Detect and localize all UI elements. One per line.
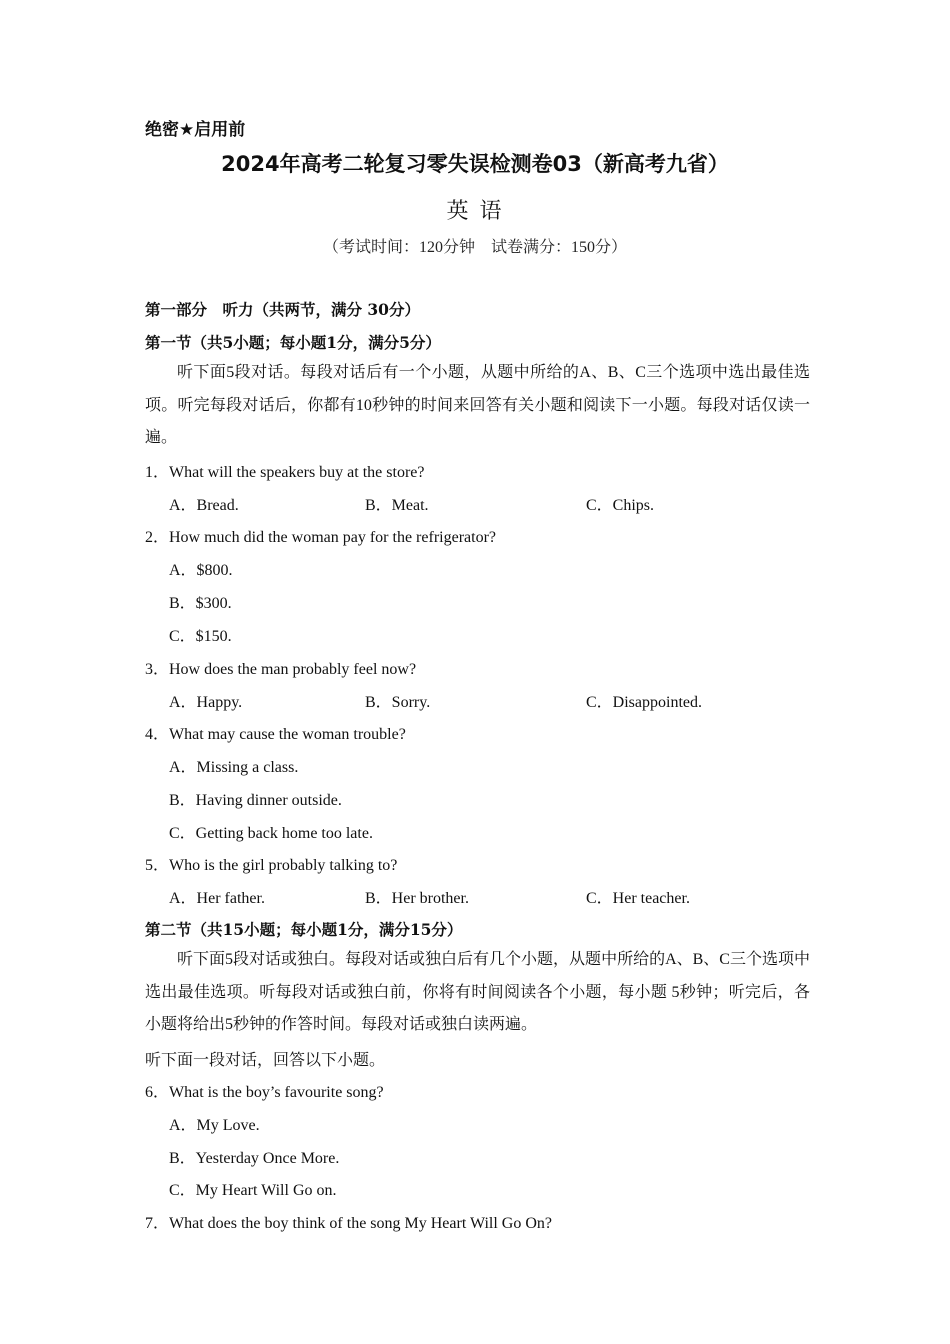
option-b: B．Yesterday Once More. [169,1150,340,1167]
section2-prompt: 听下面一段对话，回答以下小题。 [145,1052,386,1069]
option-b: B．Sorry. [365,694,431,711]
question-stem: 5．Who is the girl probably talking to? [145,857,398,874]
question-stem: 3．How does the man probably feel now? [145,661,417,678]
exam-title: 2024年高考二轮复习零失误检测卷03（新高考九省） [221,152,729,176]
option-a: A．Missing a class. [169,759,299,776]
question-stem: 1．What will the speakers buy at the store? [145,464,425,481]
option-b: B．Having dinner outside. [169,792,342,809]
option-c: C．Disappointed. [586,694,702,711]
exam-info: （考试时间：120分钟 试卷满分：150分） [322,239,627,256]
option-b: B．Her brother. [365,890,469,907]
section2-heading: 第二节（共15小题；每小题1分，满分15分） [145,920,463,939]
option-c: C．Getting back home too late. [169,825,373,842]
option-a: A．$800. [169,562,233,579]
option-c: C．$150. [169,628,232,645]
question-stem: 7．What does the boy think of the song My Heart Will Go On? [145,1215,552,1232]
question-stem: 4．What may cause the woman trouble? [145,726,406,743]
option-c: C．Chips. [586,497,655,514]
option-a: A．Bread. [169,497,239,514]
option-c: C．My Heart Will Go on. [169,1182,337,1199]
section1-instructions: 听下面5段对话。每段对话后有一个小题，从题中所给的A、B、C三个选项中选出最佳选项。听完每段对话后，你都有10秒钟的时间来回答有关小题和阅读下一小题。每段对话仅读一遍。 [145,364,810,446]
subject-title: 英 语 [446,199,504,224]
secret-mark: 绝密★启用前 [145,120,246,140]
part1-heading: 第一部分 听力（共两节，满分 30分） [145,300,420,319]
question-stem: 2．How much did the woman pay for the refrigerator? [145,529,496,546]
option-a: A．My Love. [169,1117,260,1134]
section2-instructions: 听下面5段对话或独白。每段对话或独白后有几个小题，从题中所给的A、B、C三个选项中选出最佳选项。听每段对话或独白前，你将有时间阅读各个小题，每小题 5秒钟；听完后，各小题将给出5秒钟的作答时间。每段对话或独白读两遍。 [145,951,810,1033]
option-c: C．Her teacher. [586,890,690,907]
option-b: B．Meat. [365,497,429,514]
question-stem: 6．What is the boy’s favourite song? [145,1084,384,1101]
option-a: A．Her father. [169,890,265,907]
option-a: A．Happy. [169,694,243,711]
option-b: B．$300. [169,595,232,612]
section1-heading: 第一节（共5小题；每小题1分，满分5分） [145,333,441,352]
